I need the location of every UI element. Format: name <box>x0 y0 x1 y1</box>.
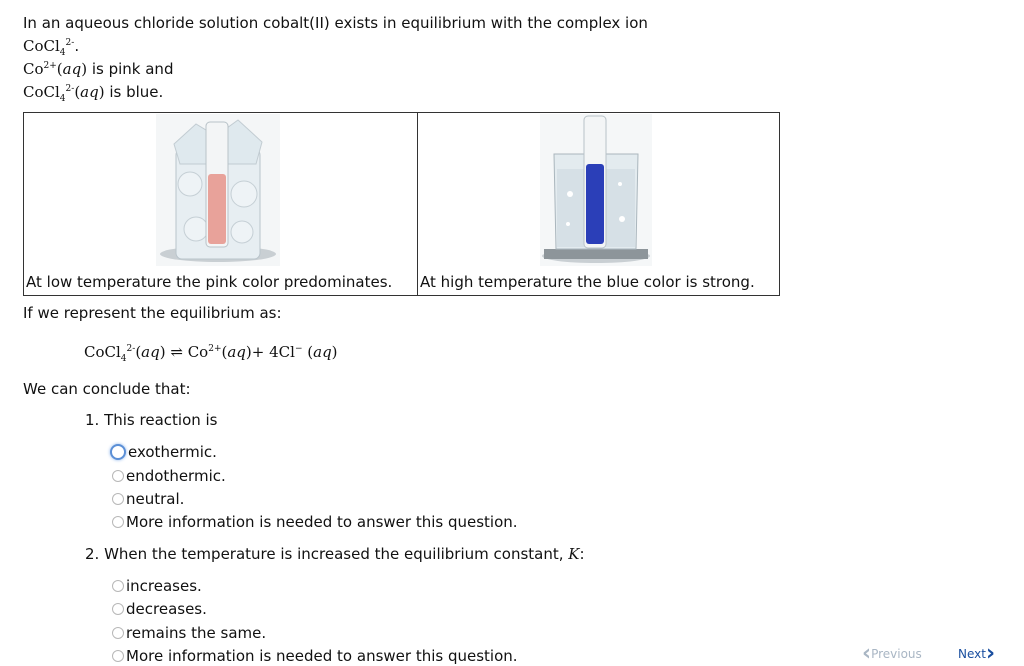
q1-radio-endothermic[interactable] <box>112 470 124 482</box>
question-2: 2. When the temperature is increased the equilibrium constant, K: <box>85 545 585 563</box>
q2-radio-remains-same[interactable] <box>112 627 124 639</box>
q1-option-exothermic[interactable]: exothermic. <box>112 442 217 462</box>
q2-option-remains-same[interactable]: remains the same. <box>112 623 266 643</box>
figure-table <box>23 112 780 296</box>
intro-line3: $Co^{2+}(aq)$ is pink and <box>23 60 174 78</box>
q2-radio-increases[interactable] <box>112 580 124 592</box>
equilibrium-equation: CoCl$_4^{2-}$(aq) ⇌ $Co^{2+}(aq)+ 4Cl^-$ (aq) <box>84 343 338 364</box>
q1-radio-neutral[interactable] <box>112 493 124 505</box>
conclude-text: We can conclude that: <box>23 380 191 398</box>
q2-option-increases[interactable]: increases. <box>112 576 202 596</box>
q2-radio-more-info[interactable] <box>112 650 124 662</box>
q1-radio-more-info[interactable] <box>112 516 124 528</box>
chevron-left-icon: ‹ <box>862 641 872 666</box>
next-button[interactable]: Next › <box>958 641 996 666</box>
question-intro: If we represent the equilibrium as: <box>23 304 282 322</box>
chevron-right-icon: › <box>985 641 996 666</box>
hot-beaker-image <box>540 114 652 266</box>
q1-option-more-info[interactable]: More information is needed to answer this question. <box>112 512 518 532</box>
cold-beaker-image <box>156 114 280 266</box>
equilibrium-arrow: ⇌ <box>170 343 183 361</box>
q1-radio-exothermic[interactable] <box>110 444 126 460</box>
q2-radio-decreases[interactable] <box>112 603 124 615</box>
q1-option-neutral[interactable]: neutral. <box>112 489 184 509</box>
previous-button[interactable]: ‹ Previous <box>862 641 922 666</box>
q2-option-decreases[interactable]: decreases. <box>112 599 207 619</box>
intro-line1: In an aqueous chloride solution cobalt(II) exists in equilibrium with the complex ion <box>23 14 648 32</box>
intro-text <box>23 12 648 104</box>
figure-cell-hot <box>418 113 780 296</box>
caption-hot: At high temperature the blue color is strong. <box>420 273 755 291</box>
question-1: 1. This reaction is <box>85 411 218 429</box>
caption-cold: At low temperature the pink color predominates. <box>26 273 393 291</box>
intro-line2: CoCl$_4^{2-}$. <box>23 37 80 58</box>
q1-option-endothermic[interactable]: endothermic. <box>112 466 226 486</box>
q2-option-more-info[interactable]: More information is needed to answer this question. <box>112 646 518 666</box>
intro-line4: CoCl$_4^{2-}$(aq) is blue. <box>23 83 164 104</box>
figure-cell-cold <box>24 113 418 296</box>
